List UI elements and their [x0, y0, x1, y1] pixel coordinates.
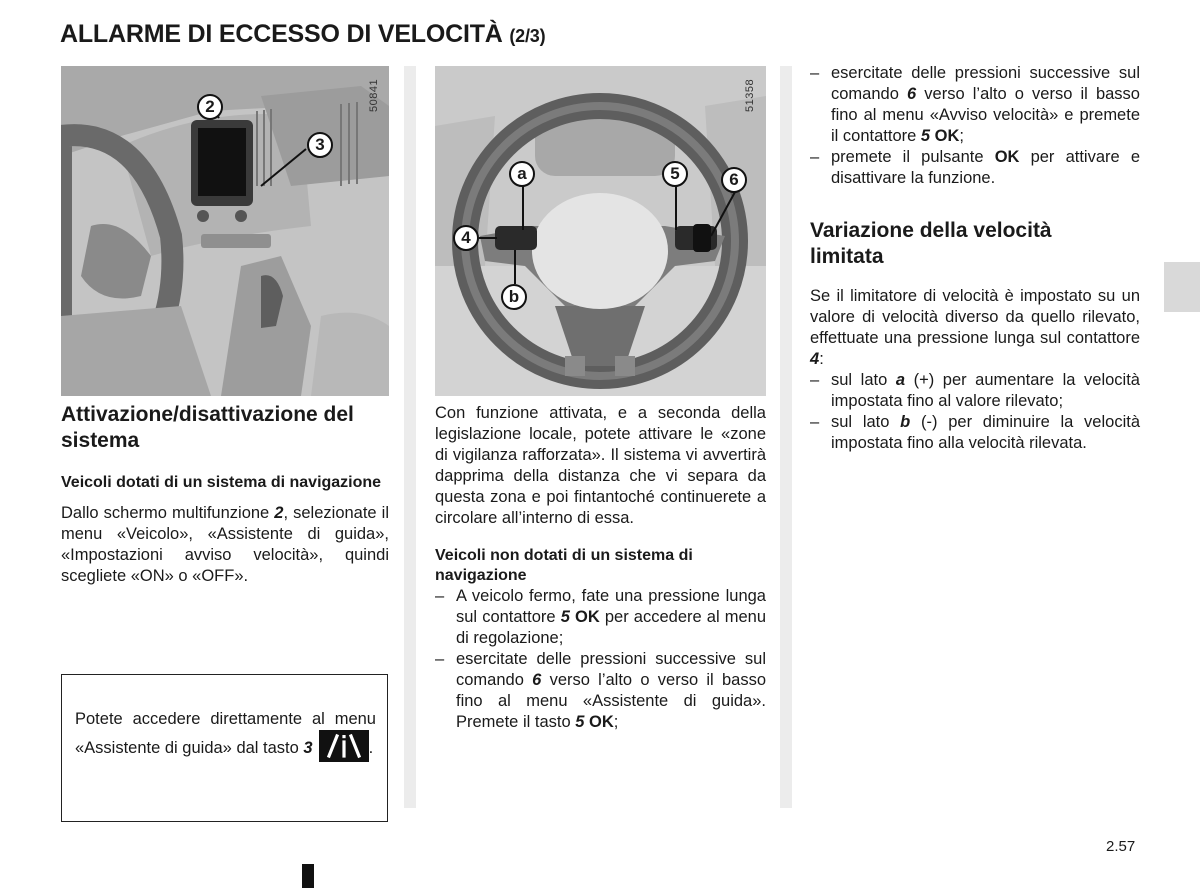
print-mark: [302, 864, 314, 888]
list-item: – sul lato a (+) per aumentare la velocità impostata fino al valore rilevato;: [810, 370, 1140, 412]
callout-3: 3: [307, 132, 333, 158]
list-item: – esercitate delle pressioni successive sul comando 6 verso l’alto o verso il basso fino al menu «Avviso velocità» e premete il contattore 5 OK;: [810, 63, 1140, 147]
page-title: [60, 20, 545, 49]
ref-number: 3: [303, 739, 313, 757]
page-number: 2.57: [1106, 838, 1136, 855]
paragraph: Con funzione attivata, e a seconda della legislazione locale, potete attivare le «zone di vigilanza rafforzata». Il sistema vi avvertirà dapprima della distanza che vi separa da questa zona e poi fintantoché continuerete a circolare all’interno di essa.: [435, 404, 766, 527]
callout-a: a: [509, 161, 535, 187]
column-2: [435, 403, 766, 733]
figure-reference: 50841: [368, 78, 380, 112]
subsection-heading: Veicoli dotati di un sistema di navigazione: [61, 474, 382, 491]
subsection-heading: Veicoli non dotati di un sistema di navigazione: [435, 547, 693, 584]
list-item: – A veicolo fermo, fate una pressione lunga sul contattore 5 OK per accedere al menu di regolazione;: [435, 586, 766, 649]
driving-assist-icon: [319, 730, 369, 762]
callout-b: b: [501, 284, 527, 310]
section-heading: Attivazione/disattivazione del sistema: [61, 403, 354, 452]
callout-6: 6: [721, 167, 747, 193]
steering-wheel-illustration: [435, 66, 766, 396]
list-item: – sul lato b (-) per diminuire la velocità impostata fino alla velocità rilevata.: [810, 412, 1140, 454]
note-box: [61, 674, 388, 822]
callout-2: 2: [197, 94, 223, 120]
chapter-tab: [1164, 262, 1200, 312]
page-title-text: ALLARME DI ECCESSO DI VELOCITÀ: [60, 20, 503, 48]
ref-number: 2: [274, 504, 284, 522]
column-divider: [404, 66, 416, 808]
note-text: Potete accedere direttamente al menu «Assistente di guida» dal tasto 3 .: [75, 709, 376, 762]
page-title-part: (2/3): [509, 26, 546, 46]
list-item: – esercitate delle pressioni successive sul comando 6 verso l’alto o verso il basso fino al menu «Assistente di guida». Premete il tasto 5 OK;: [435, 649, 766, 733]
paragraph: Dallo schermo multifunzione 2, selezionate il menu «Veicolo», «Assistente di guida», «Impostazioni avviso velocità», quindi scegliete «ON» o «OFF».: [61, 504, 390, 585]
column-divider: [780, 66, 792, 808]
paragraph: Se il limitatore di velocità è impostato su un valore di velocità diverso da quello rilevato, effettuate una pressione lunga sul contattore 4:: [810, 287, 1140, 368]
column-3: [810, 63, 1140, 454]
section-heading: Variazione della velocità limitata: [810, 219, 1052, 268]
dashboard-illustration: [61, 66, 389, 396]
figure-reference: 51358: [744, 78, 756, 112]
callout-4: 4: [453, 225, 479, 251]
list-item: – premete il pulsante OK per attivare e disattivare la funzione.: [810, 147, 1140, 189]
callout-5: 5: [662, 161, 688, 187]
column-1: [61, 402, 389, 587]
